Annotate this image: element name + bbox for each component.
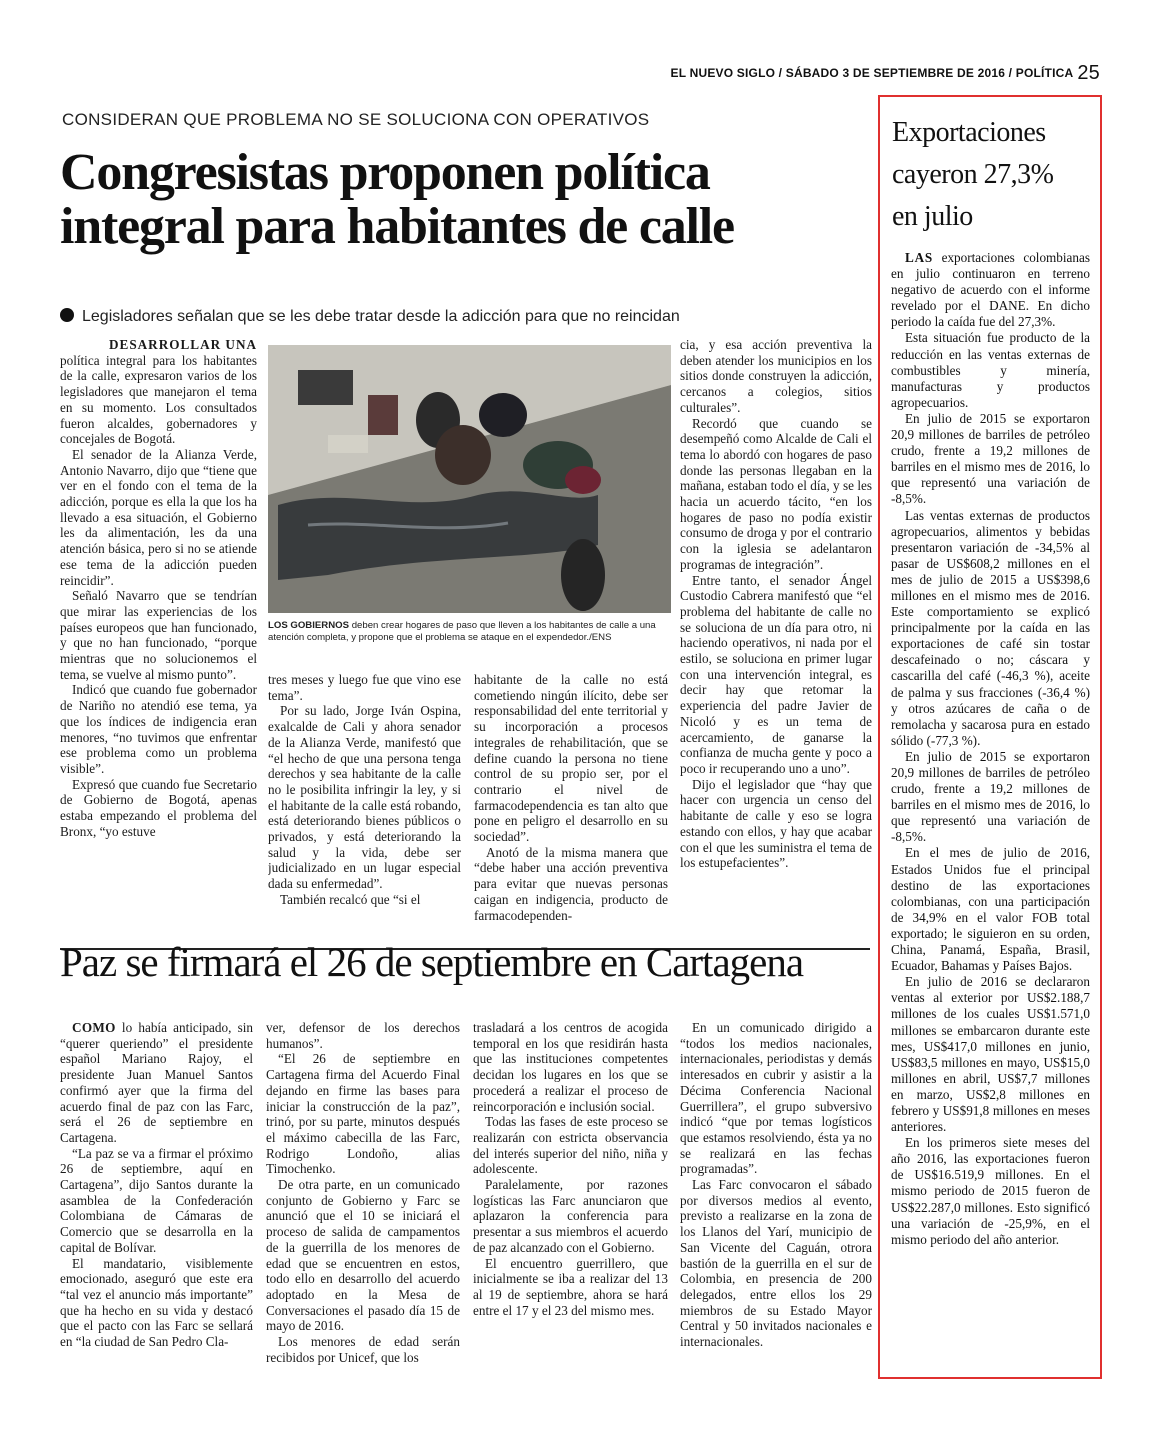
article-paragraph: trasladará a los centros de acogida temporal en los que residirán hasta que las instituciones competentes decidan los lugares en los que se procederá a realizar el proceso de reincorporación e inclusión social. <box>473 1020 668 1114</box>
sidebar-paragraph: En julio de 2015 se exportaron 20,9 millones de barriles de petróleo crudo, frente a 19,2 millones de barriles en el mismo mes de 2016, lo que representó una variación de -8,5%. <box>891 748 1090 845</box>
article-paragraph: También recalcó que “si el <box>280 891 421 907</box>
photo-caption <box>268 620 671 645</box>
article-paragraph: Recordó que cuando se desempeñó como Alcalde de Cali el tema lo abordó con hogares de paso donde las personas llegaban en la mañana, estaban todo el día, y se les hacia un acuerdo tácito, “en los hogares de paso no podía existir consumo de droga y por el contrario con la iglesia se adelantaron programas de integración”. <box>680 415 872 572</box>
story-kicker: CONSIDERAN QUE PROBLEMA NO SE SOLUCIONA CON OPERATIVOS <box>62 110 650 129</box>
article-paragraph: Paralelamente, por razones logísticas las Farc anunciaron que aplazaron la conferencia para presentar a sus miembros el acuerdo de paz alcanzado con el Gobierno. <box>473 1177 668 1255</box>
article-paragraph: ver, defensor de los derechos humanos”. <box>266 1020 460 1051</box>
article-paragraph: El senador de la Alianza Verde, Antonio Navarro, dijo que “tiene que ver en el fondo con el tema de la adicción, porque es ella la que los ha llevado a esa situación, el Gobierno les da alimentación, les da una atención básica, pero si no se atiende ese tema de la adicción pueden reincidir”. <box>60 446 257 588</box>
main-headline <box>60 146 870 254</box>
sidebar-title-line-2: cayeron 27,3% <box>892 159 1054 190</box>
article-paragraph: habitante de la calle no está cometiendo ningún ilícito, debe ser responsabilidad del ente territorial y su incorporación a procesos integrales de rehabilitación, que se define cuando la persona no tiene control de su propio ser, por el contrario el nivel de farmacodependencia es tan alto que pone en peligro el desarrollo en su sociedad”. <box>474 672 668 845</box>
headline-line-2: integral para habitantes de calle <box>60 198 734 256</box>
main-column-4 <box>680 337 872 945</box>
caption-lead: LOS GOBIERNOS <box>268 620 350 631</box>
sidebar-paragraph: En los primeros siete meses del año 2016, las exportaciones fueron de US$16.519,9 millones. En el mismo periodo de 2015 fueron de US$22.287,0 millones. Esto significó una variación de -25,9%, en el mismo periodo del año anterior. <box>891 1135 1090 1247</box>
bullet-dot-icon <box>60 308 74 322</box>
lead-in: LAS <box>905 250 934 265</box>
sidebar-title-line-3: en julio <box>892 201 973 232</box>
article-paragraph: Indicó que cuando fue gobernador de Nariño no atendió ese tema, ya que los índices de indigencia eran menores, “no tuvimos que enfrentar ese problema como un problema visible”. <box>60 682 257 776</box>
sidebar-paragraph: En julio de 2016 se declararon ventas al exterior por US$2.188,7 millones de los cuales US$1.571,0 millones se embarcaron durante este mes, US$417,0 millones en junio, US$83,5 millones en mayo, US$15,0 millones en abril, US$7,7 millones en marzo, US$2,8 millones en febrero y US$91,8 millones en meses anteriores. <box>891 974 1090 1135</box>
lead-in: DESARROLLAR UNA <box>109 337 257 352</box>
article-paragraph <box>60 337 257 447</box>
article-paragraph: Todas las fases de este proceso se realizarán con estricta observancia del interés superior del niño, niña y adolescente. <box>473 1114 668 1177</box>
lead-in: COMO <box>72 1020 116 1035</box>
article-paragraph: En un comunicado dirigido a “todos los medios nacionales, internacionales, periodistas y demás interesados en cubrir y asistir a la Décima Conferencia Nacional Guerrillera”, el grupo subversivo indicó “que por temas logísticos que estamos resolviendo, ésta ya no se realizará en las fechas programadas”. <box>680 1020 872 1177</box>
article-paragraph: cia, y esa acción preventiva la deben atender los municipios en los sitios donde construyen la adicción, cercanos a colegios, sitios culturales”. <box>680 337 872 415</box>
caption-text: deben crear hogares de paso que lleven a los habitantes de calle a una atención completa, y propone que el problema se ataque en el expendedor./ENS <box>268 620 656 644</box>
page-header <box>560 62 1100 85</box>
second-headline: Paz se firmará el 26 de septiembre en Cartagena <box>60 939 804 985</box>
sidebar-body <box>891 250 1090 1370</box>
main-column-3 <box>474 672 668 944</box>
paragraph-text: lo había anticipado, sin “querer queriendo” el presidente español Mariano Rajoy, el presidente Juan Manuel Santos confirmó ayer que la firma del acuerdo final de paz con las Farc, será el 26 de septiembre en Cartagena. <box>60 1020 253 1145</box>
paragraph-text: política integral para los habitantes de la calle, expresaron varios de los legisladores que manejaron el tema en su momento. Los consultados fueron alcaldes, gobernadores y concejales de Bogotá. <box>60 352 257 447</box>
photo-illustration <box>268 345 671 613</box>
sidebar-paragraph: En julio de 2015 se exportaron 20,9 millones de barriles de petróleo crudo, frente a 19,2 millones de barriles en el mismo mes de 2016, lo que representó una variación de -8,5%. <box>891 410 1090 507</box>
sidebar-title-line-1: Exportaciones <box>892 117 1046 148</box>
subhead <box>60 308 680 326</box>
article-paragraph: Dijo el legislador que “hay que hacer con urgencia un censo del habitante de calle y eso se logra estando con ellos, y hay que acabar con el que les suministra el tema de los estupefacientes”. <box>680 776 872 871</box>
article-paragraph <box>60 1020 253 1146</box>
page-number: 25 <box>1077 62 1100 84</box>
sidebar-paragraph: Esta situación fue producto de la reducción en las ventas externas de combustibles y minería, manufacturas y productos agropecuarios. <box>891 330 1090 410</box>
second-column-1 <box>60 1020 253 1388</box>
article-paragraph: Por su lado, Jorge Iván Ospina, exalcalde de Cali y ahora senador de la Alianza Verde, manifestó que “el hecho de que una persona tenga derechos y sea habitante de la calle no le posibilita infringir la ley, y si el habitante de la calle está robando, está deteriorando bienes públicos o privados, y está deteriorando la salud y la vida, debe ser judicializado en un lugar especial dada su enfermedad”. <box>268 703 461 892</box>
article-paragraph: Las Farc convocaron el sábado por diversos medios al evento, previsto a realizarse en la zona de los Llanos del Yarí, municipio de San Vicente del Caguán, otrora bastión de la guerrilla en el sur de Colombia, en presencia de 200 delegados, entre ellos los 29 miembros de su Estado Mayor Central y 50 invitados nacionales e internacionales. <box>680 1177 872 1350</box>
subhead-text: Legisladores señalan que se les debe tratar desde la adicción para que no reincidan <box>82 308 680 325</box>
sidebar-paragraph: En el mes de julio de 2016, Estados Unidos fue el principal destino de las exportaciones colombianas, con una participación de 34,9% en el valor FOB total exportado; le siguieron en su orden, China, Panamá, España, Brasil, Ecuador, Bahamas y Países Bajos. <box>891 845 1090 974</box>
article-paragraph: “El 26 de septiembre en Cartagena firma del Acuerdo Final dejando en firme las bases para iniciar la construcción de la paz”, trinó, por su parte, minutos después el máximo cabecilla de las Farc, Rodrigo Londoño, alias Timochenko. <box>266 1051 460 1177</box>
sidebar-paragraph <box>891 250 1090 330</box>
article-paragraph: tres meses y luego fue que vino ese tema”. <box>268 672 461 703</box>
main-column-2 <box>268 672 461 944</box>
header-dateline: EL NUEVO SIGLO / SÁBADO 3 DE SEPTIEMBRE DE 2016 / POLÍTICA <box>670 66 1074 80</box>
article-paragraph: Anotó de la misma manera que “debe haber una acción preventiva para evitar que nuevas personas caigan en indigencia, producto de farmacodependen- <box>474 844 668 923</box>
article-paragraph: “La paz se va a firmar el próximo 26 de septiembre, aquí en Cartagena”, dijo Santos durante la asamblea de la Confederación Colombiana de Cámaras de Comercio que se desarrolla en la capital de Bolívar. <box>60 1145 253 1255</box>
article-paragraph: Los menores de edad serán recibidos por Unicef, que los <box>266 1334 460 1365</box>
article-paragraph: De otra parte, en un comunicado conjunto de Gobierno y Farc se anunció que el 10 se iniciará el proceso de salida de campamentos de la guerrilla de los menores de edad que se encuentren en estos, todo ello en desarrollo del acuerdo adoptado en la Mesa de Conversaciones el pasado día 15 de mayo de 2016. <box>266 1177 460 1334</box>
sidebar-title <box>892 112 1092 238</box>
paragraph-text: exportaciones colombianas en julio continuaron en terreno negativo de acuerdo con el informe revelado por el DANE. En dicho periodo la caída fue del 27,3%. <box>891 250 1090 330</box>
news-photo <box>268 345 671 613</box>
article-paragraph: Expresó que cuando fue Secretario de Gobierno de Bogotá, apenas estaba empezando el problema del Bronx, “yo estuve <box>60 776 257 839</box>
article-paragraph: El encuentro guerrillero, que inicialmente se iba a realizar del 13 al 19 de septiembre, ahora se hará entre el 17 y el 23 del mismo mes. <box>473 1255 668 1318</box>
second-column-3 <box>473 1020 668 1388</box>
sidebar-paragraph: Las ventas externas de productos agropecuarios, alimentos y bebidas presentaron variación de -34,5% al pasar de US$608,2 millones en el mes de julio de 2015 a US$398,6 millones en el mismo mes de 2016. Este comportamiento se explicó principalmente por la caída en las exportaciones de café sin tostar descafeinado o no; cáscara y cascarilla del café (-46,3 %), aceite de palma y sus fracciones (-36,4 %) y otros azúcares de caña o de remolacha y sacarosa pura en estado sólido (-77,3 %). <box>891 507 1090 748</box>
headline-line-1: Congresistas proponen política <box>60 144 710 201</box>
article-paragraph: Señaló Navarro que se tendrían que mirar las experiencias de los países europeos que han funcionado, y que no han funcionado, “porque mientras que no solucionemos el tema, se vuelve al mismo punto”. <box>60 588 257 682</box>
main-column-1 <box>60 337 257 945</box>
article-paragraph: Entre tanto, el senador Ángel Custodio Cabrera manifestó que “el problema del habitante de calle no se soluciona de un día para otro, ni haciendo operativos, ni nada por el estilo, se soluciona en primer lugar con una intervención integral, es decir hay que retomar la experiencia del padre Javier de Nicoló y es un tema de acercamiento, de ganarse la confianza de mucha gente y poco a poco ir recuperando uno a uno”. <box>680 572 872 776</box>
second-column-2 <box>266 1020 460 1388</box>
article-paragraph: El mandatario, visiblemente emocionado, aseguró que este era “tal vez el anuncio más importante” que ha hecho en su vida y destacó que el pacto con las Farc se sellará en “la ciudad de San Pedro Cla- <box>60 1255 253 1350</box>
second-column-4 <box>680 1020 872 1388</box>
